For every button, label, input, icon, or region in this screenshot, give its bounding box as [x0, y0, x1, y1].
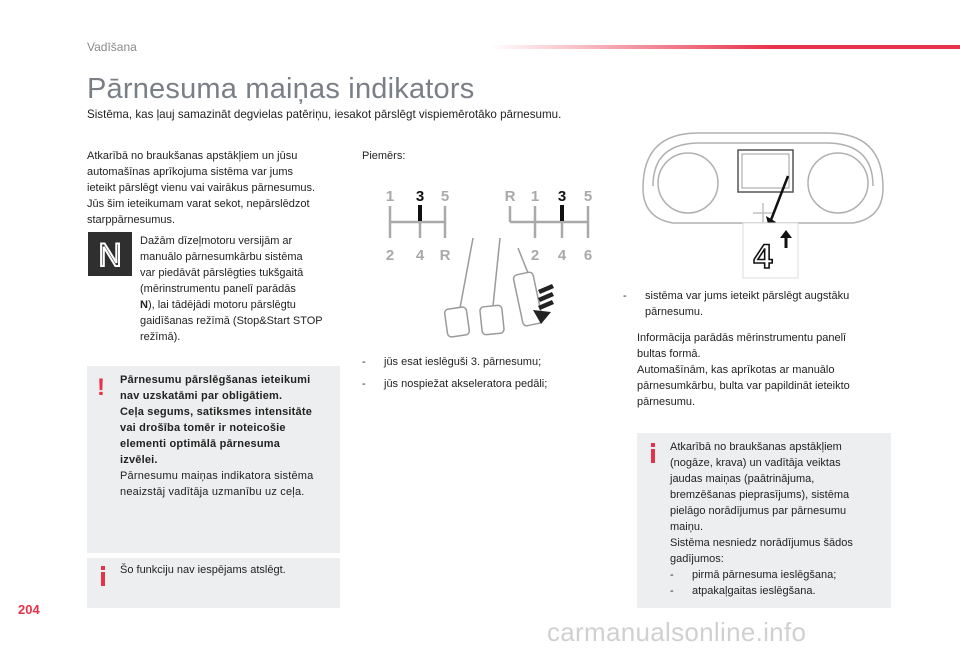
svg-text:5: 5 [440, 188, 450, 205]
header-accent-line [490, 45, 960, 49]
gear-display-icon [743, 223, 798, 278]
pedals-icon [444, 238, 543, 337]
info-icon [651, 443, 655, 447]
diesel-paragraph: Dažām dīzeļmotoru versijām ar manuālo pārnesumkārbu sistēma var piedāvāt pārslēgties tukšgaitā (mērinstrumentu panelī parādās N), lai tādējādi motoru pārslēgtu gaidīšanas režīmā (Stop&Start STOP režīmā). [140, 235, 323, 343]
svg-text:R: R [439, 247, 451, 264]
instrument-panel-illustration [638, 128, 888, 283]
example-label: Piemērs: [362, 150, 406, 162]
svg-text:4: 4 [415, 247, 425, 264]
arrow-info-paragraph: Informācija parādās mērinstrumentu panelī bultas formā. Automašīnām, kas aprīkotas ar manuālo pārnesumkārbu, bulta var papildināt ieteikto pārnesumu. [637, 332, 850, 408]
warning-box [87, 366, 340, 553]
section-label: Vadīšana [87, 40, 137, 54]
svg-text:4: 4 [557, 247, 567, 264]
bullet-upshift: - sistēma var jums ieteikt pārslēgt augstāku pārnesumu. [623, 290, 850, 318]
svg-text:2: 2 [385, 247, 395, 264]
page-number: 204 [18, 602, 40, 617]
svg-text:3: 3 [415, 188, 425, 205]
svg-text:1: 1 [530, 188, 540, 205]
page-subtitle: Sistēma, kas ļauj samazināt degvielas patēriņu, iesakot pārslēgt vispiemērotāko pārnesumu. [87, 108, 562, 121]
intro-paragraph: Atkarībā no braukšanas apstākļiem un jūsu automašīnas aprīkojuma sistēma var jums ieteikt pārslēgt vienu vai vairākus pārnesumus. Jūs šim ieteikumam varat sekot, nepārslēdzot starppārnesumus. [87, 150, 316, 226]
svg-text:1: 1 [385, 188, 395, 205]
bullet-third-gear: - jūs esat ieslēguši 3. pārnesumu; [362, 356, 542, 368]
info-text: Šo funkciju nav iespējams atslēgt. [120, 564, 286, 576]
info-text: Atkarībā no braukšanas apstākļiem (nogāze, krava) un vadītāja veiktas jaudas maiņas (paātrinājuma, bremzēšanas pieprasījums), sistēma pielāgo norādījumus par pārnesumu maiņu. Sistēma nesniedz norādījumus šādos gadījumos: - pirmā pārnesuma ieslēgšana; - atpakaļgaitas ieslēgšana. [670, 441, 853, 597]
bullet-accelerator: - jūs nospiežat akseleratora pedāli; [362, 378, 548, 390]
svg-text:2: 2 [530, 247, 540, 264]
watermark: carmanualsonline.info [547, 617, 807, 647]
info-box-right [637, 433, 891, 608]
svg-text:5: 5 [583, 188, 593, 205]
svg-text:4: 4 [753, 238, 773, 276]
svg-text:3: 3 [557, 188, 567, 205]
gearbox-6-speed [505, 188, 593, 264]
neutral-gear-icon [88, 232, 132, 276]
svg-text:N: N [98, 237, 122, 273]
gearbox-illustration [378, 178, 608, 338]
svg-text:R: R [504, 188, 516, 205]
page-title: Pārnesuma maiņas indikators [87, 73, 475, 105]
info-icon [101, 566, 105, 570]
warning-icon: ! [97, 374, 105, 401]
svg-text:6: 6 [583, 247, 593, 264]
info-box-left [87, 558, 340, 608]
gearbox-5-speed [386, 188, 451, 264]
warning-text: Pārnesumu pārslēgšanas ieteikumi nav uzskatāmi par obligātiem. Ceļa segums, satiksmes intensitāte vai drošība tomēr ir noteicošie elementi optimālā pārnesuma izvēlei. Pārnesumu maiņas indikatora sistēma neaizstāj vadītāja uzmanību uz ceļa. [120, 374, 314, 498]
